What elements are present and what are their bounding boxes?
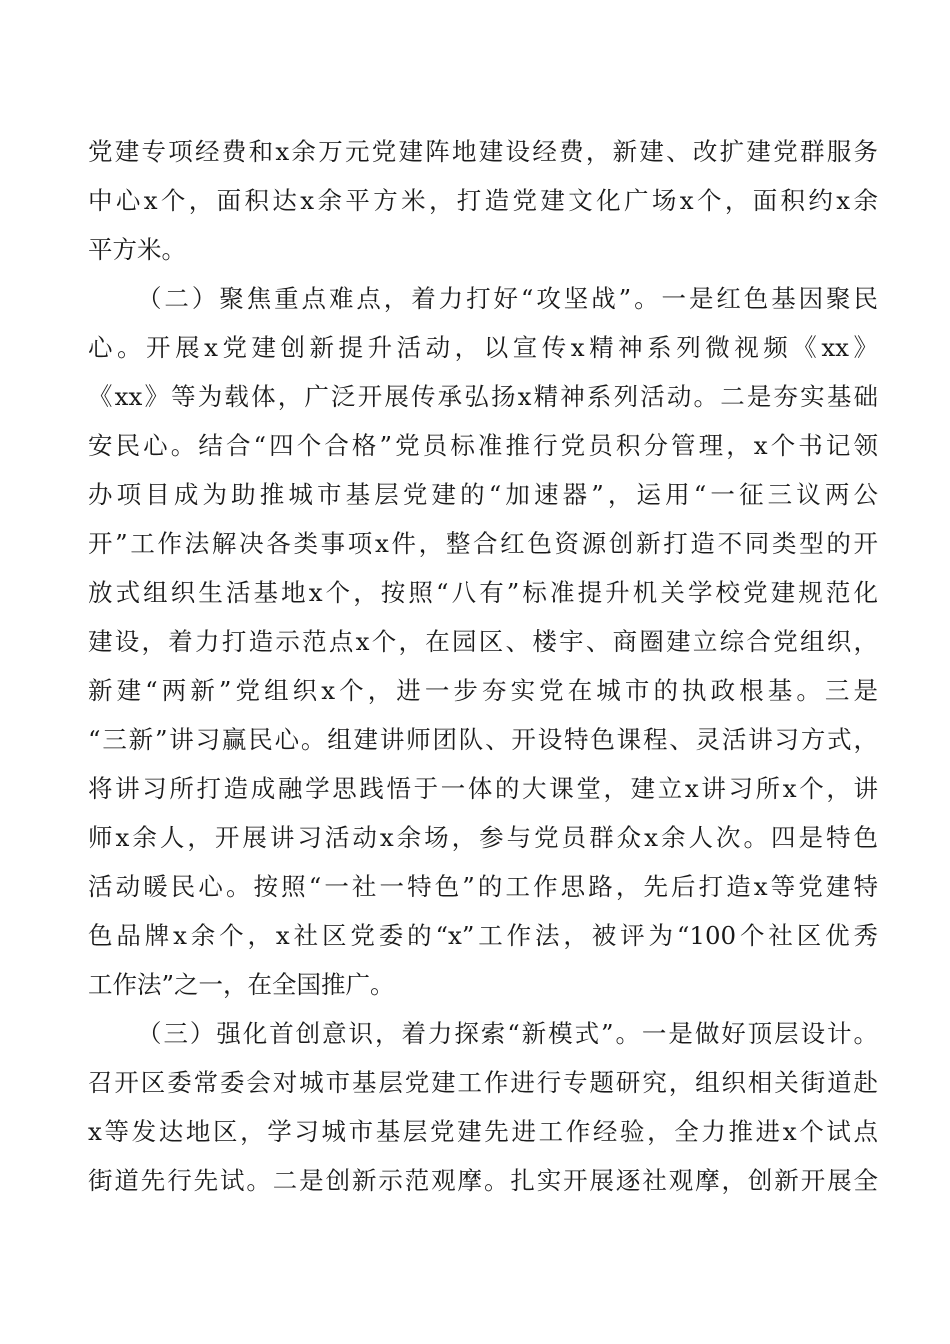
text-line: 建设，着力打造示范点x个，在园区、楼宇、商圈建立综合党组织，	[88, 627, 878, 656]
text-line: 中心x个，面积达x余平方米，打造党建文化广场x个，面积约x余	[88, 186, 878, 215]
text-line: 色品牌x余个，x社区党委的“x”工作法，被评为“100个社区优秀	[88, 921, 878, 950]
text-line: 《xx》等为载体，广泛开展传承弘扬x精神系列活动。二是夯实基础	[88, 382, 878, 411]
text-line: 师x余人，开展讲习活动x余场，参与党员群众x余人次。四是特色	[88, 823, 878, 852]
text-line: 心。开展x党建创新提升活动，以宣传x精神系列微视频《xx》	[88, 333, 878, 362]
text-line: 办项目成为助推城市基层党建的“加速器”，运用“一征三议两公	[88, 480, 878, 509]
paragraph-heading-line: （二）聚焦重点难点，着力打好“攻坚战”。一是红色基因聚民	[137, 284, 878, 313]
text-line: 将讲习所打造成融学思践悟于一体的大课堂，建立x讲习所x个，讲	[88, 774, 878, 803]
text-line: 工作法”之一，在全国推广。	[88, 970, 395, 999]
text-line: 开”工作法解决各类事项x件，整合红色资源创新打造不同类型的开	[88, 529, 878, 558]
paragraph-heading-line: （三）强化首创意识，着力探索“新模式”。一是做好顶层设计。	[137, 1019, 878, 1048]
text-line: 放式组织生活基地x个，按照“八有”标准提升机关学校党建规范化	[88, 578, 878, 607]
text-line: 安民心。结合“四个合格”党员标准推行党员积分管理，x个书记领	[88, 431, 878, 460]
text-line: “三新”讲习赢民心。组建讲师团队、开设特色课程、灵活讲习方式，	[88, 725, 878, 754]
text-line: 活动暖民心。按照“一社一特色”的工作思路，先后打造x等党建特	[88, 872, 878, 901]
text-line: 召开区委常委会对城市基层党建工作进行专题研究，组织相关街道赴	[88, 1068, 878, 1097]
text-line: x等发达地区，学习城市基层党建先进工作经验，全力推进x个试点	[88, 1117, 878, 1146]
text-line: 街道先行先试。二是创新示范观摩。扎实开展逐社观摩，创新开展全	[88, 1166, 878, 1195]
text-line: 平方米。	[88, 235, 186, 264]
text-line: 党建专项经费和x余万元党建阵地建设经费，新建、改扩建党群服务	[88, 137, 878, 166]
text-line: 新建“两新”党组织x个，进一步夯实党在城市的执政根基。三是	[88, 676, 878, 705]
